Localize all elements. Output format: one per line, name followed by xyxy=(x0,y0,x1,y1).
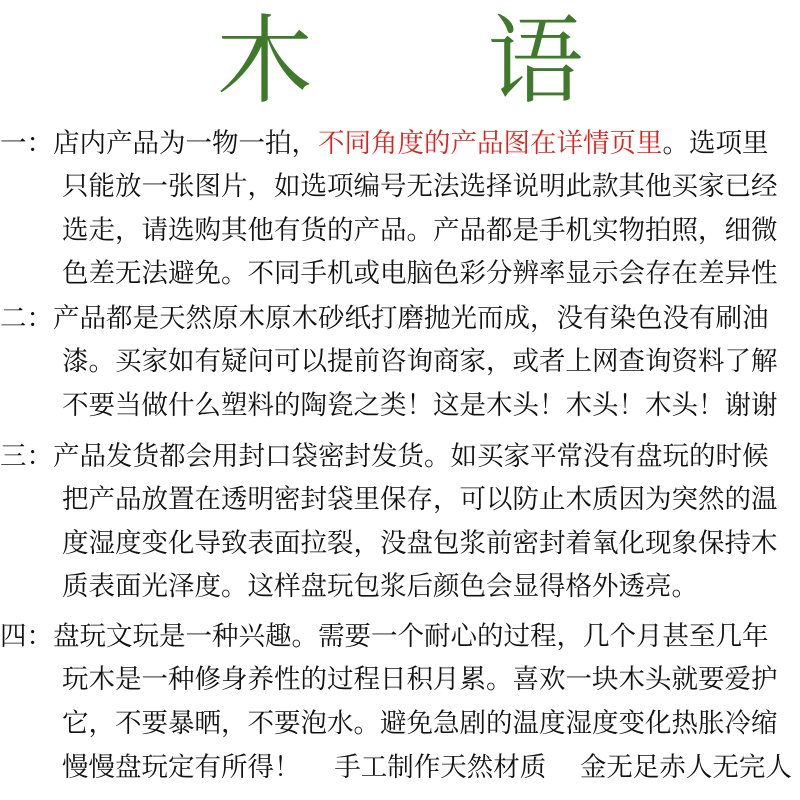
section-1-line-1-suffix: 。选项里 xyxy=(662,128,769,159)
highlight-text: 不同角度的产品图在详情页里 xyxy=(318,128,663,159)
section-1-line-1-prefix: 一：店内产品为一物一拍， xyxy=(0,128,318,159)
section-1-line-1 xyxy=(0,124,800,164)
section-3-line-1: 三：产品发货都会用封口袋密封发货。如买家平常没有盘玩的时候 xyxy=(0,441,769,472)
section-1-line-3: 选走，请选购其他有货的产品。产品都是手机实物拍照，细微 xyxy=(62,215,778,246)
section-4-line-4: 慢慢盘玩定有所得！ 手工制作天然材质 金无足赤人无完人 xyxy=(62,752,792,783)
section-1-line-2: 只能放一张图片，如选项编号无法选择说明此款其他买家已经 xyxy=(62,171,778,202)
page-title: 木 语 xyxy=(216,5,656,117)
section-3-line-3: 度湿度变化导致表面拉裂，没盘包浆前密封着氧化现象保持木 xyxy=(62,528,778,559)
section-3-line-4: 质表面光泽度。这样盘玩包浆后颜色会显得格外透亮。 xyxy=(62,571,698,602)
section-3-line-2: 把产品放置在透明密封袋里保存，可以防止木质因为突然的温 xyxy=(62,484,778,515)
section-2-line-3: 不要当做什么塑料的陶瓷之类！这是木头！木头！木头！谢谢 xyxy=(62,390,778,421)
section-2-line-1: 二：产品都是天然原木原木砂纸打磨抛光而成，没有染色没有刷油 xyxy=(0,303,769,334)
section-4-line-2: 玩木是一种修身养性的过程日积月累。喜欢一块木头就要爱护 xyxy=(62,664,778,695)
section-4-line-1: 四：盘玩文玩是一种兴趣。需要一个耐心的过程，几个月甚至几年 xyxy=(0,621,769,652)
section-4-line-3: 它，不要暴晒，不要泡水。避免急剧的温度湿度变化热胀冷缩 xyxy=(62,708,778,739)
section-2-line-2: 漆。买家如有疑问可以提前咨询商家，或者上网查询资料了解 xyxy=(62,346,778,377)
section-1-line-4: 色差无法避免。不同手机或电脑色彩分辨率显示会存在差异性 xyxy=(62,258,778,289)
